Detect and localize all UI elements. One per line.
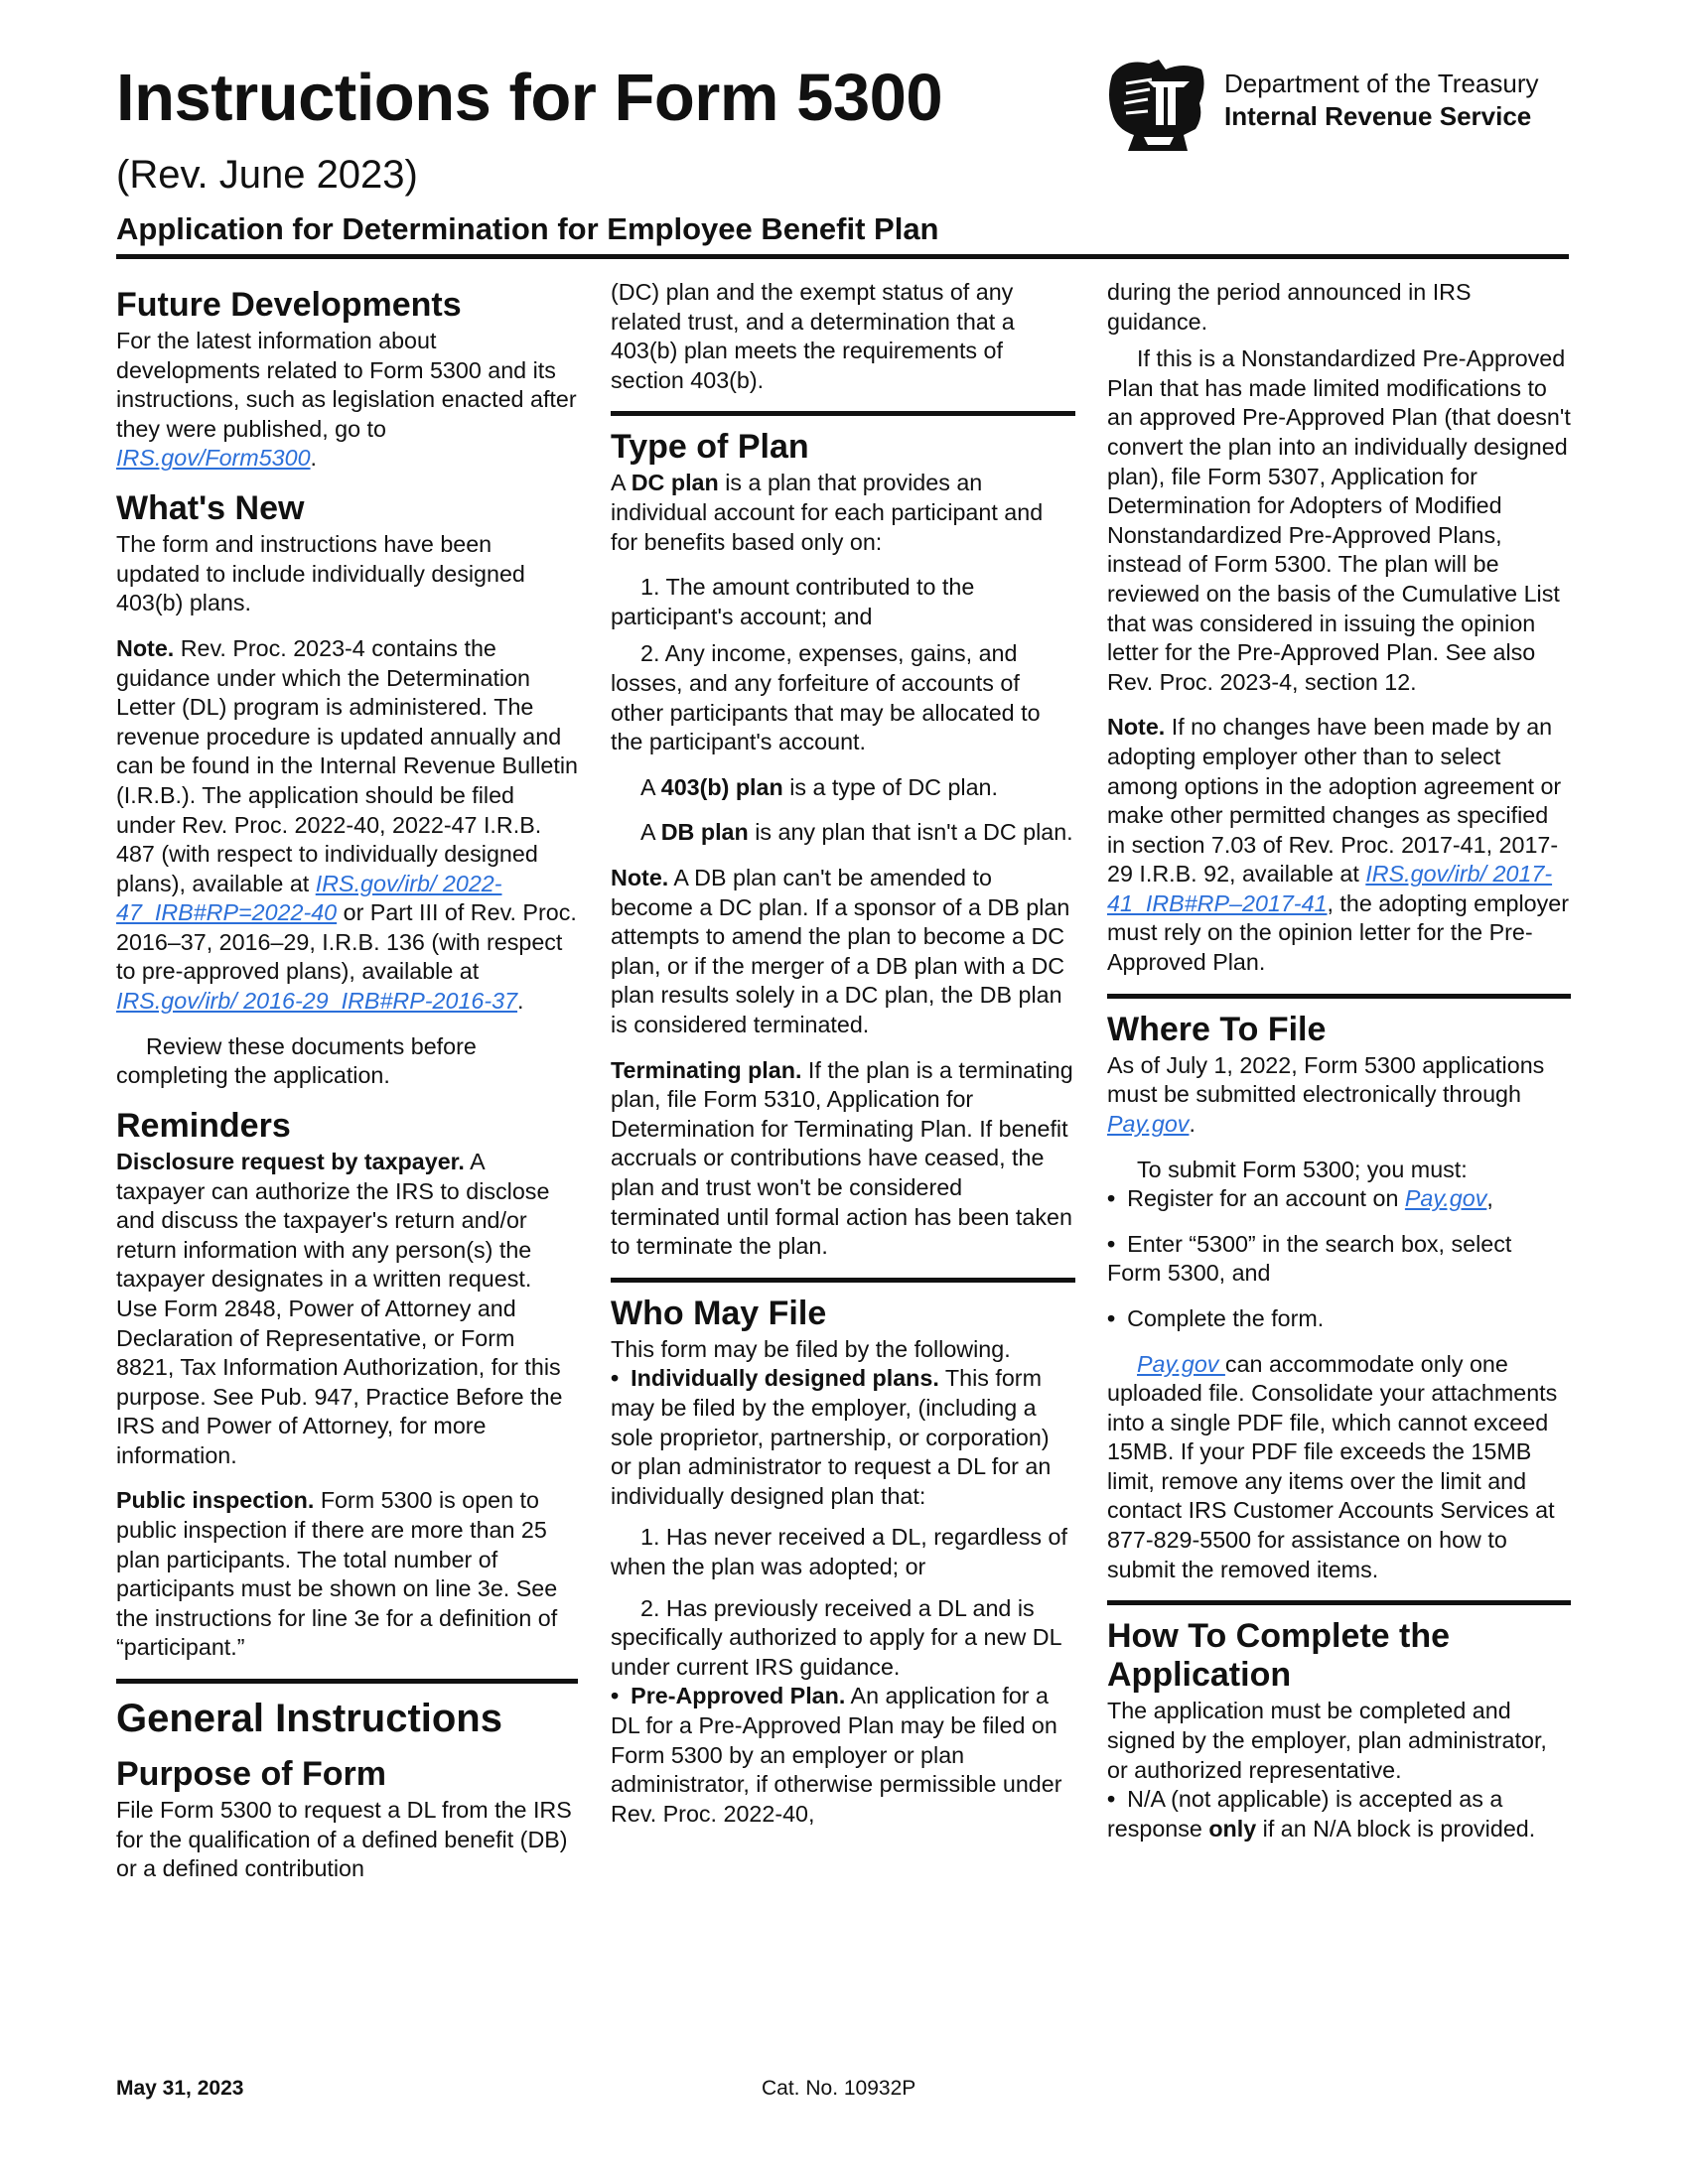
agency-name: [1224, 68, 1538, 133]
disclosure-request: Disclosure request by taxpayer. A taxpayer can authorize the IRS to disclose and discuss the taxpayer's return and/or return information with any person(s) the taxpayer designates in a written request. Use Form 2848, Power of Attorney and Declaration of Representative, or Form 8821, Tax Information Authorization, for this purpose. See Pub. 947, Practice Before the IRS and Power of Attorney, for more information.: [116, 1148, 563, 1468]
heading-purpose-of-form: Purpose of Form: [116, 1755, 387, 1794]
403b-plan-definition: A 403(b) plan is a type of DC plan.: [640, 773, 998, 800]
document-title: Instructions for Form 5300: [116, 61, 943, 135]
who-intro: This form may be filed by the following.: [611, 1335, 1011, 1362]
agency-department: Department of the Treasury: [1224, 68, 1539, 98]
bullet-complete-form: • Complete the form.: [1107, 1304, 1571, 1334]
link-paygov-upload[interactable]: Pay.gov: [1137, 1350, 1225, 1377]
section-rule: [611, 1278, 1075, 1283]
paygov-upload-text: Pay.gov can accommodate only one uploaded file. Consolidate your attachments into a single PDF file, which cannot exceed 15MB. If your PDF file exceeds the 15MB limit, remove any items over the limit and contact IRS Customer Accounts Services at 877-829-5500 for assistance on how to submit the removed items.: [1107, 1350, 1558, 1582]
bullet-na-accepted: • N/A (not applicable) is accepted as a response only if an N/A block is provided.: [1107, 1785, 1571, 1843]
footer-date: May 31, 2023: [116, 2077, 244, 2100]
terminating-plan: Terminating plan. If the plan is a terminating plan, file Form 5310, Application for Determination for Terminating Plan. If benefit accruals or contributions have ceased, the plan and trust won't be considered terminated until formal action has been taken to terminate the plan.: [611, 1056, 1073, 1260]
who-item-1: 1. Has never received a DL, regardless of when the plan was adopted; or: [611, 1524, 1067, 1579]
period-continued: during the period announced in IRS guidance.: [1107, 279, 1472, 335]
heading-general-instructions: General Instructions: [116, 1697, 502, 1741]
column-2: [611, 278, 1075, 1844]
heading-type-of-plan: Type of Plan: [611, 428, 809, 467]
link-irb-2016-29[interactable]: IRS.gov/irb/ 2016-29_IRB#RP-2016-37: [116, 988, 518, 1015]
purpose-text: File Form 5300 to request a DL from the IRS for the qualification of a defined benefit (DB) or a defined contribution: [116, 1797, 572, 1882]
bullet-enter-5300: • Enter “5300” in the search box, select Form 5300, and: [1107, 1230, 1571, 1289]
note-db-plan: Note. A DB plan can't be amended to become a DC plan. If a sponsor of a DB plan attempts to amend the plan to become a DC plan, or if the merger of a DB plan with a DC plan results solely in a DC plan, the DB plan is considered terminated.: [611, 865, 1070, 1037]
link-irb-2017-41[interactable]: IRS.gov/irb/ 2017-41_IRB#RP–2017-41: [1107, 861, 1553, 916]
footer-catalog-number: Cat. No. 10932P: [762, 2077, 916, 2100]
revision-date: (Rev. June 2023): [116, 153, 418, 197]
whats-new-text: The form and instructions have been updated to include individually designed 403(b) plans.: [116, 531, 525, 616]
review-text: Review these documents before completing the application.: [116, 1032, 477, 1089]
dc-item-2: 2. Any income, expenses, gains, and losses, and any forfeiture of accounts of other participants that may be allocated to the participant's account.: [611, 640, 1041, 755]
document-subtitle: Application for Determination for Employee Benefit Plan: [116, 211, 939, 246]
nonstandardized-plan: If this is a Nonstandardized Pre-Approved Plan that has made limited modifications to an approved Pre-Approved Plan (that doesn't convert the plan into an individually designed plan), file Form 5307, Application for Determination for Adopters of Modified Nonstandardized Pre-Approved Plans, instead of Form 5300. The plan will be reviewed on the basis of the Cumulative List that was considered in issuing the opinion letter for the Pre-Approved Plan. See also Rev. Proc. 2023-4, section 12.: [1107, 345, 1571, 695]
heading-how-to-complete: How To Complete the Application: [1107, 1617, 1451, 1695]
section-rule: [1107, 994, 1571, 999]
section-rule: [116, 1679, 578, 1684]
note-no-changes: Note. If no changes have been made by an adopting employer other than to select among options in the adoption agreement or make other permitted changes as specified in section 7.03 of Rev. Proc. 2017-41, 2017-29 I.R.B. 92, available at IRS.gov/irb/ 2017-41_IRB#RP–2017-41, the adopting employer must rely on the opinion letter for the Pre-Approved Plan.: [1107, 714, 1569, 976]
how-to-complete-text: The application must be completed and signed by the employer, plan administrator, or authorized representative.: [1107, 1698, 1547, 1783]
submit-intro: To submit Form 5300; you must:: [1137, 1156, 1468, 1182]
heading-where-to-file: Where To File: [1107, 1010, 1327, 1048]
column-3: [1107, 278, 1571, 1859]
note-rev-proc: Note. Rev. Proc. 2023-4 contains the guidance under which the Determination Letter (DL) program is administered. The revenue procedure is updated annually and can be found in the Internal Revenue Bulletin (I.R.B.). The application should be filed under Rev. Proc. 2022-40, 2022-47 I.R.B. 487 (with respect to individually designed plans), available at IRS.gov/irb/ 2022-47_IRB#RP=2022-40 or Part III of Rev. Proc. 2016–37, 2016–29, I.R.B. 136 (with respect to pre-approved plans), available at IRS.gov/irb/ 2016-29_IRB#RP-2016-37.: [116, 634, 578, 1015]
heading-whats-new: What's New: [116, 489, 305, 528]
link-paygov[interactable]: Pay.gov: [1107, 1110, 1190, 1137]
public-inspection: Public inspection. Form 5300 is open to public inspection if there are more than 25 plan participants. The total number of participants must be shown on line 3e. See the instructions for line 3e for a definition of “participant.”: [116, 1487, 558, 1661]
irs-eagle-logo-icon: [1104, 56, 1213, 155]
column-1: [116, 278, 578, 1884]
link-paygov-register[interactable]: Pay.gov: [1404, 1185, 1487, 1212]
db-plan-definition: A DB plan is any plan that isn't a DC plan.: [640, 819, 1073, 846]
who-item-2: 2. Has previously received a DL and is specifically authorized to apply for a new DL under current IRS guidance.: [611, 1594, 1061, 1680]
future-developments-text: For the latest information about developments related to Form 5300 and its instructions, such as legislation enacted after they were published, go to IRS.gov/Form5300.: [116, 328, 577, 472]
link-irs-form5300[interactable]: IRS.gov/Form5300: [116, 445, 311, 472]
header-rule: [116, 254, 1569, 259]
section-rule: [611, 411, 1075, 416]
link-irb-2022-47[interactable]: IRS.gov/irb/ 2022-47_IRB#RP=2022-40: [116, 870, 502, 926]
dc-item-1: 1. The amount contributed to the participant's account; and: [611, 574, 975, 629]
where-to-file-text: As of July 1, 2022, Form 5300 applications must be submitted electronically through Pay.gov.: [1107, 1051, 1545, 1137]
section-rule: [1107, 1600, 1571, 1605]
heading-future-developments: Future Developments: [116, 286, 462, 324]
pre-approved-plan: • Pre-Approved Plan. An application for a DL for a Pre-Approved Plan may be filed on Form 5300 by an employer or plan administrator, if otherwise permissible under Rev. Proc. 2022-40,: [611, 1682, 1075, 1829]
bullet-register: • Register for an account on Pay.gov,: [1107, 1184, 1571, 1214]
heading-who-may-file: Who May File: [611, 1294, 827, 1332]
dc-plan-definition: A DC plan is a plan that provides an individual account for each participant and for benefits based only on:: [611, 470, 1044, 555]
purpose-continued: (DC) plan and the exempt status of any related trust, and a determination that a 403(b) plan meets the requirements of section 403(b).: [611, 279, 1015, 393]
agency-irs: Internal Revenue Service: [1224, 101, 1532, 131]
heading-reminders: Reminders: [116, 1106, 291, 1145]
individually-designed-plans: • Individually designed plans. This form may be filed by the employer, (including a sole proprietor, partnership, or corporation) or plan administrator to request a DL for an individually designed plan that:: [611, 1364, 1075, 1511]
